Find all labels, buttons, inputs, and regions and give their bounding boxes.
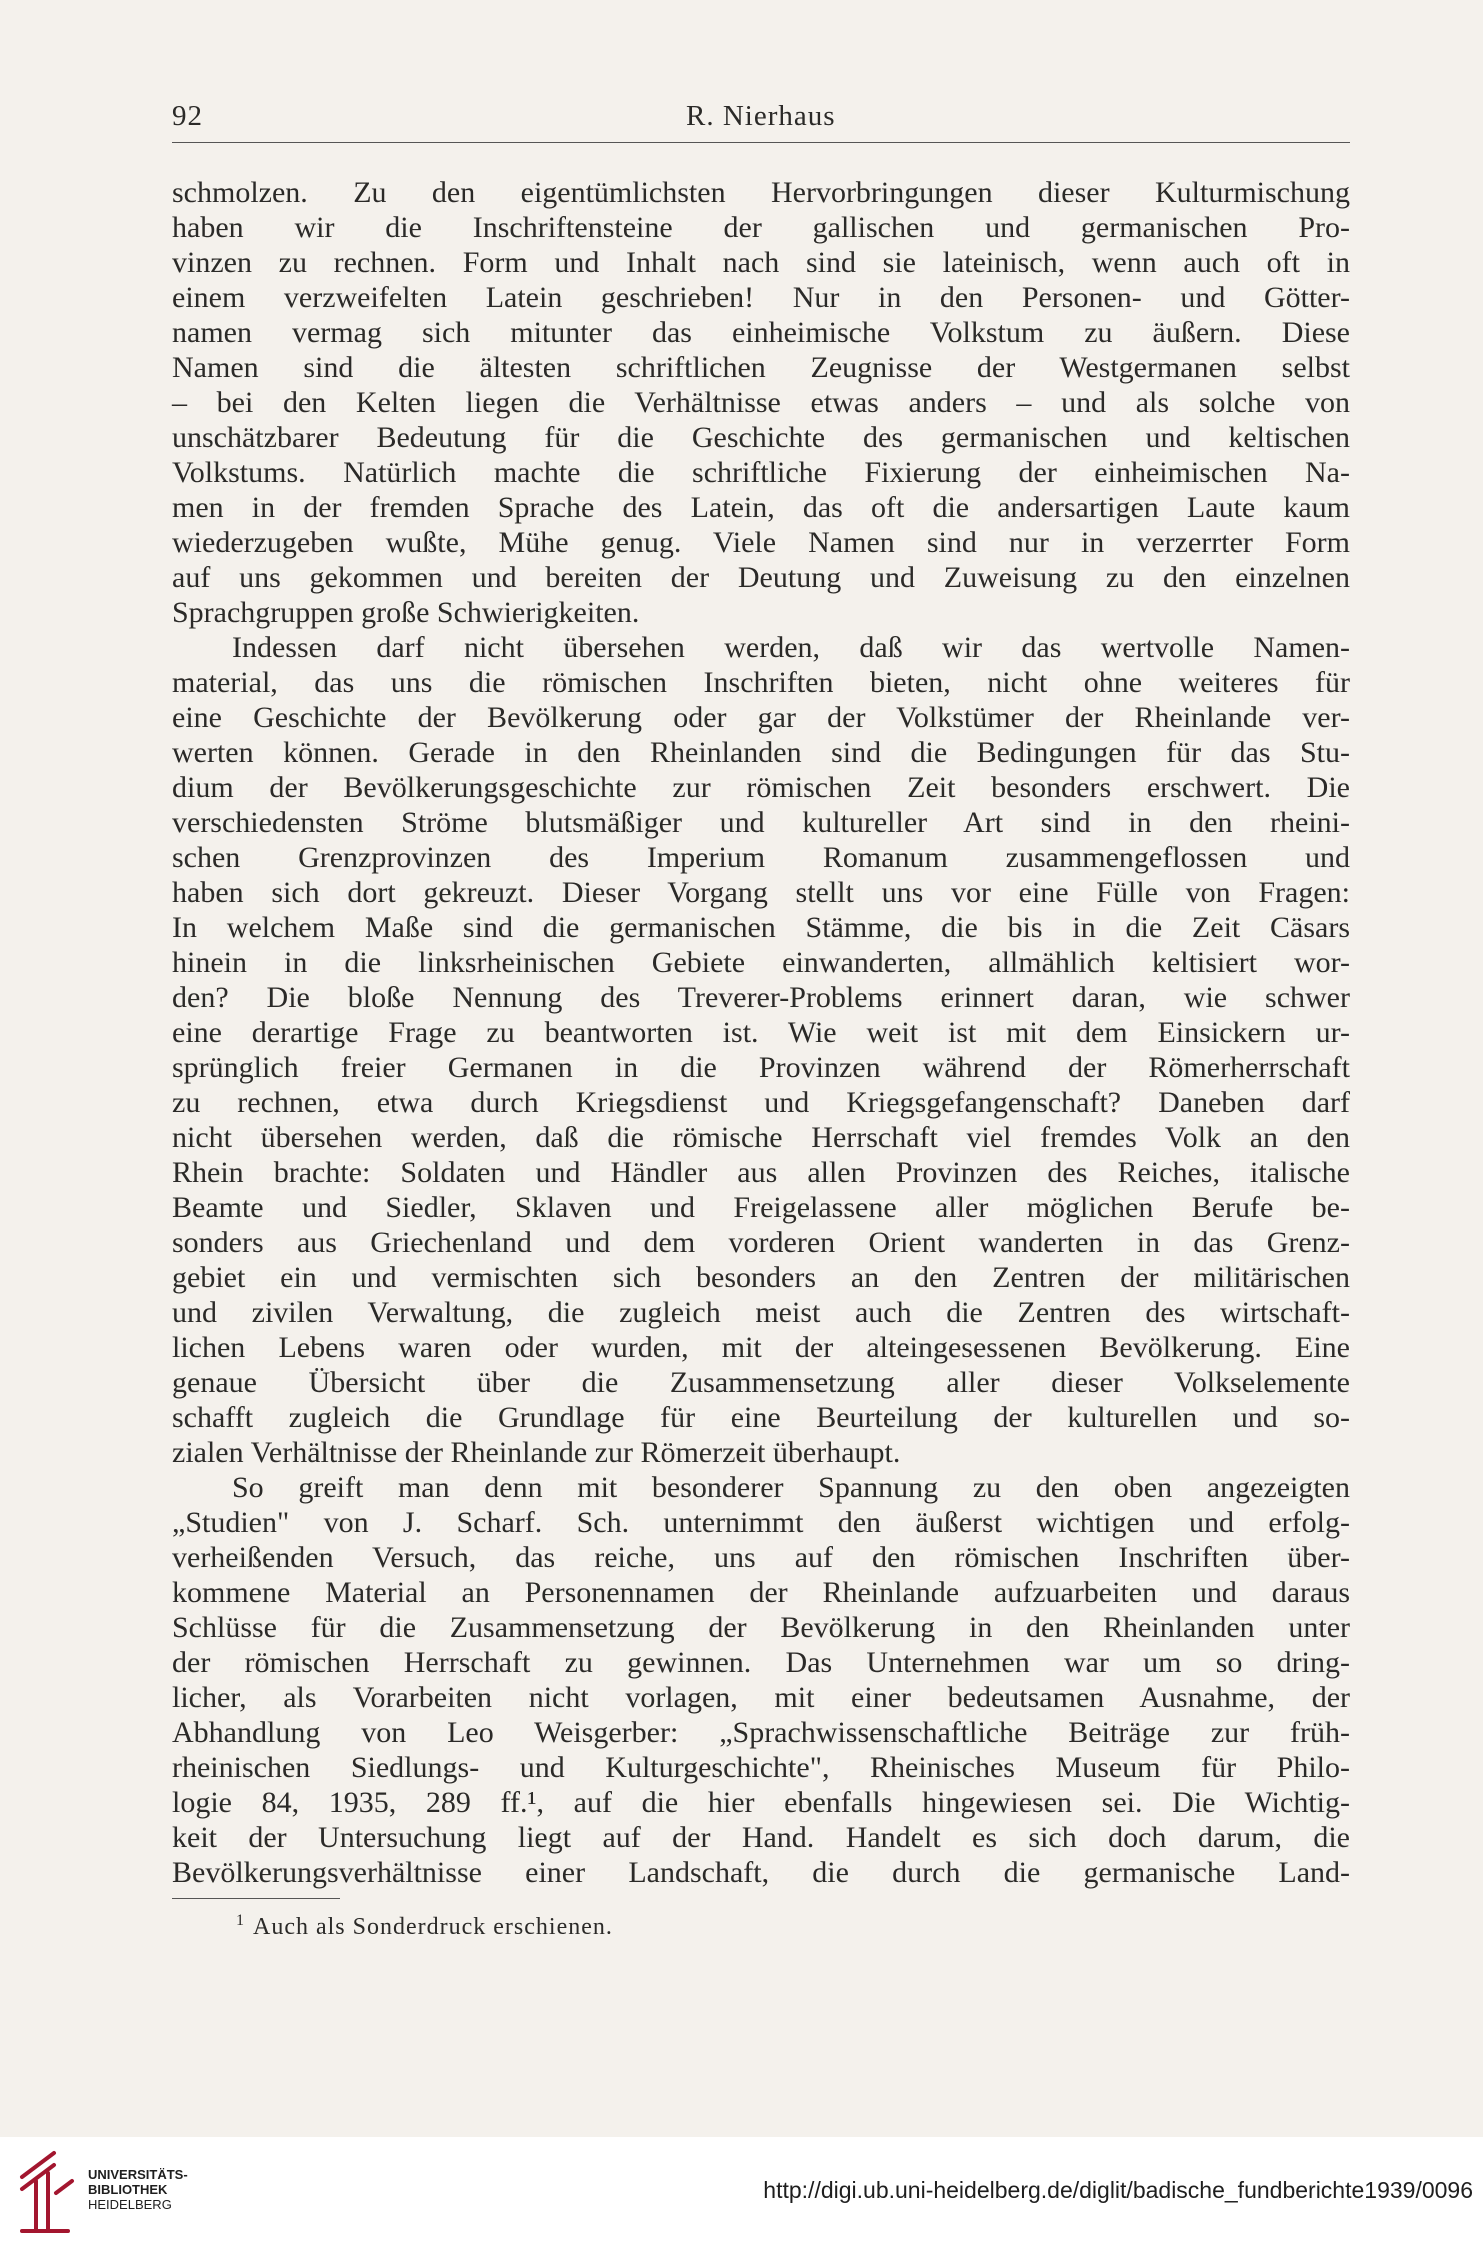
text-line: haben wir die Inschriftensteine der gallischen und germanischen Pro- xyxy=(172,211,1350,244)
digitization-footer xyxy=(0,2137,1483,2245)
footnote-rule xyxy=(172,1898,340,1899)
text-line: Sprachgruppen große Schwierigkeiten. xyxy=(172,596,640,629)
text-line: wiederzugeben wußte, Mühe genug. Viele Namen sind nur in verzerrter Form xyxy=(172,526,1350,559)
text-line: – bei den Kelten liegen die Verhältnisse etwas anders – und als solche von xyxy=(172,386,1350,419)
text-line: In welchem Maße sind die germanischen Stämme, die bis in die Zeit Cäsars xyxy=(172,911,1350,944)
library-line: UNIVERSITÄTS- xyxy=(88,2167,188,2182)
text-line: schafft zugleich die Grundlage für eine Beurteilung der kulturellen und so- xyxy=(172,1401,1350,1434)
library-line: BIBLIOTHEK xyxy=(88,2182,168,2197)
text-line: zu rechnen, etwa durch Kriegsdienst und Kriegsgefangenschaft? Daneben darf xyxy=(172,1086,1350,1119)
text-line: Rhein brachte: Soldaten und Händler aus allen Provinzen des Reiches, italische xyxy=(172,1156,1350,1189)
running-head: R. Nierhaus xyxy=(686,100,836,132)
source-url-link[interactable]: http://digi.ub.uni-heidelberg.de/diglit/badische_fundberichte1939/0096 xyxy=(763,2177,1473,2203)
text-line: hinein in die linksrheinischen Gebiete einwanderten, allmählich keltisiert wor- xyxy=(172,946,1350,979)
text-line: sprünglich freier Germanen in die Provinzen während der Römerherrschaft xyxy=(172,1051,1350,1084)
library-name xyxy=(88,2167,188,2212)
footnote-text: Auch als Sonderdruck erschienen. xyxy=(253,1914,613,1940)
text-line: Schlüsse für die Zusammensetzung der Bevölkerung in den Rheinlanden unter xyxy=(172,1611,1350,1644)
text-line: licher, als Vorarbeiten nicht vorlagen, mit einer bedeutsamen Ausnahme, der xyxy=(172,1681,1350,1714)
text-line: eine derartige Frage zu beantworten ist. Wie weit ist mit dem Einsickern ur- xyxy=(172,1016,1350,1049)
footnote-marker: 1 xyxy=(236,1912,245,1929)
text-line: sonders aus Griechenland und dem vorderen Orient wanderten in das Grenz- xyxy=(172,1226,1350,1259)
library-line: HEIDELBERG xyxy=(88,2197,172,2212)
text-line: zialen Verhältnisse der Rheinlande zur Römerzeit überhaupt. xyxy=(172,1436,901,1469)
text-line: material, das uns die römischen Inschriften bieten, nicht ohne weiteres für xyxy=(172,666,1350,699)
library-logo-icon xyxy=(14,2147,76,2235)
text-line: kommene Material an Personennamen der Rheinlande aufzuarbeiten und daraus xyxy=(172,1576,1350,1609)
text-line: rheinischen Siedlungs- und Kulturgeschichte", Rheinisches Museum für Philo- xyxy=(172,1751,1350,1784)
page-header xyxy=(172,100,1350,143)
text-line: Abhandlung von Leo Weisgerber: „Sprachwissenschaftliche Beiträge zur früh- xyxy=(172,1716,1350,1749)
text-line: gebiet ein und vermischten sich besonders an den Zentren der militärischen xyxy=(172,1261,1350,1294)
text-line: vinzen zu rechnen. Form und Inhalt nach sind sie lateinisch, wenn auch oft in xyxy=(172,246,1350,279)
text-line: verheißenden Versuch, das reiche, uns auf den römischen Inschriften über- xyxy=(172,1541,1350,1574)
page-number: 92 xyxy=(172,100,203,132)
text-line: den? Die bloße Nennung des Treverer-Problems erinnert daran, wie schwer xyxy=(172,981,1350,1014)
text-line: und zivilen Verwaltung, die zugleich meist auch die Zentren des wirtschaft- xyxy=(172,1296,1350,1329)
text-line: So greift man denn mit besonderer Spannung zu den oben angezeigten xyxy=(232,1471,1350,1504)
text-line: schen Grenzprovinzen des Imperium Romanum zusammengeflossen und xyxy=(172,841,1350,874)
text-line: eine Geschichte der Bevölkerung oder gar der Volkstümer der Rheinlande ver- xyxy=(172,701,1350,734)
text-line: unschätzbarer Bedeutung für die Geschichte des germanischen und keltischen xyxy=(172,421,1350,454)
text-line: lichen Lebens waren oder wurden, mit der alteingesessenen Bevölkerung. Eine xyxy=(172,1331,1350,1364)
text-line: namen vermag sich mitunter das einheimische Volkstum zu äußern. Diese xyxy=(172,316,1350,349)
text-line: Beamte und Siedler, Sklaven und Freigelassene aller möglichen Berufe be- xyxy=(172,1191,1350,1224)
text-line: Indessen darf nicht übersehen werden, daß wir das wertvolle Namen- xyxy=(232,631,1350,664)
text-line: werten können. Gerade in den Rheinlanden sind die Bedingungen für das Stu- xyxy=(172,736,1350,769)
text-line: haben sich dort gekreuzt. Dieser Vorgang stellt uns vor eine Fülle von Fragen: xyxy=(172,876,1350,909)
text-line: Volkstums. Natürlich machte die schriftliche Fixierung der einheimischen Na- xyxy=(172,456,1350,489)
text-line: verschiedensten Ströme blutsmäßiger und kultureller Art sind in den rheini- xyxy=(172,806,1350,839)
text-line: keit der Untersuchung liegt auf der Hand. Handelt es sich doch darum, die xyxy=(172,1821,1350,1854)
text-line: genaue Übersicht über die Zusammensetzung aller dieser Volkselemente xyxy=(172,1366,1350,1399)
text-line: auf uns gekommen und bereiten der Deutung und Zuweisung zu den einzelnen xyxy=(172,561,1350,594)
text-line: nicht übersehen werden, daß die römische Herrschaft viel fremdes Volk an den xyxy=(172,1121,1350,1154)
text-line: men in der fremden Sprache des Latein, das oft die andersartigen Laute kaum xyxy=(172,491,1350,524)
footnote xyxy=(236,1905,613,1943)
text-line: dium der Bevölkerungsgeschichte zur römischen Zeit besonders erschwert. Die xyxy=(172,771,1350,804)
text-line: der römischen Herrschaft zu gewinnen. Das Unternehmen war um so dring- xyxy=(172,1646,1350,1679)
text-line: Namen sind die ältesten schriftlichen Zeugnisse der Westgermanen selbst xyxy=(172,351,1350,384)
body-text xyxy=(172,175,1350,1890)
text-line: Bevölkerungsverhältnisse einer Landschaft, die durch die germanische Land- xyxy=(172,1856,1350,1889)
text-line: logie 84, 1935, 289 ff.¹, auf die hier ebenfalls hingewiesen sei. Die Wichtig- xyxy=(172,1786,1350,1819)
text-line: einem verzweifelten Latein geschrieben! Nur in den Personen- und Götter- xyxy=(172,281,1350,314)
text-line: schmolzen. Zu den eigentümlichsten Hervorbringungen dieser Kulturmischung xyxy=(172,176,1350,209)
text-line: „Studien" von J. Scharf. Sch. unternimmt den äußerst wichtigen und erfolg- xyxy=(172,1506,1350,1539)
